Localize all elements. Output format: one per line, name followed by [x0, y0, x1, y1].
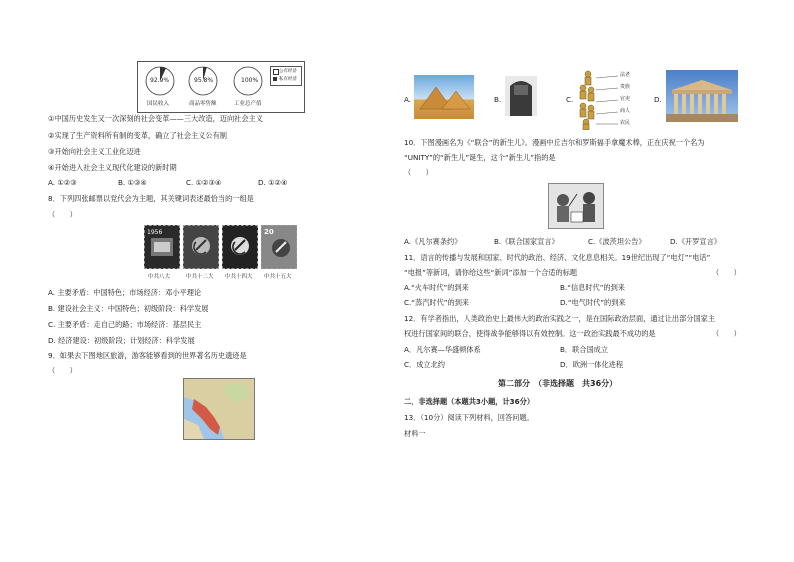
hammer-sickle-icon	[223, 226, 257, 268]
pie-value-3: 100%	[241, 77, 259, 84]
legend-label-private: 私有经济	[279, 77, 297, 82]
cartoon-image	[548, 183, 604, 229]
stamp-caption-3: 中共十四大	[225, 274, 253, 280]
q10-option-d: D.《开罗宣言》	[670, 237, 721, 246]
stamp-1-year: 1956	[147, 229, 163, 236]
q13-stem: 13．（10分）阅读下列材料，回答问题。	[404, 413, 534, 422]
stamp-4-year: 20	[264, 228, 274, 236]
q9-choice-d: D.	[654, 95, 662, 104]
q11-option-d: D.“电气时代”的到来	[560, 298, 626, 307]
q8-option-c: C. 主要矛盾：走自己的路；市场经济：基层民主	[48, 320, 202, 329]
map-figure	[183, 378, 255, 440]
pie-legend	[270, 66, 302, 86]
q12-option-d: D．欧洲一体化进程	[560, 360, 624, 369]
q8-option-d: D. 经济建设：初级阶段；计划经济：科学发展	[48, 336, 195, 345]
pie-value-2: 95.8%	[194, 77, 214, 84]
hierarchy-label-4: 商人	[620, 108, 631, 114]
q7-choice-b: B. ①③④	[118, 178, 147, 187]
pie-label-3: 工业总产值	[234, 101, 262, 107]
q12-answer-blank: （ ）	[712, 329, 741, 338]
pie-label-2: 商品零售额	[189, 101, 217, 107]
hammer-sickle-icon	[184, 226, 218, 268]
q11-option-a: A.“火车时代”的到来	[404, 283, 469, 292]
q8-option-a: A. 主要矛盾：中国特色；市场经济：邓小平理论	[48, 288, 202, 297]
q10-option-c: C.《波茨坦公告》	[588, 237, 646, 246]
q8-stem: 8．下列四张邮票以党代会为主题，其关键词表述最恰当的一组是	[48, 194, 254, 203]
stamp-caption-2: 中共十二大	[186, 274, 214, 280]
pie-label-1: 国民收入	[147, 101, 170, 107]
q11-stem-line1: 11．语言的传播与发展和国家、时代的政治、经济、文化息息相关。19世纪出现了“电灯”“电话”	[404, 253, 711, 262]
q10-answer-blank: （ ）	[404, 168, 433, 177]
stamp-2	[183, 225, 219, 269]
stamp-caption-4: 中共十五大	[264, 274, 292, 280]
q11-stem-line2: “电报”等新词，请你给这些“新词”添加一个合适的标题	[404, 268, 578, 277]
q12-option-a: A．凡尔赛—华盛顿体系	[404, 345, 481, 354]
map-graphic	[184, 379, 254, 439]
q9-stem: 9．如果去下图地区旅游，游客能够看到的世界著名历史遗迹是	[48, 351, 247, 360]
pie-value-1: 92.9%	[150, 77, 170, 84]
q11-option-c: C.“蒸汽时代”的到来	[404, 298, 470, 307]
q10-option-b: B.《联合国家宣言》	[494, 237, 559, 246]
hierarchy-label-2: 贵族	[620, 84, 631, 90]
stamp-4	[261, 225, 297, 269]
q7-statement-4: ④开始进入社会主义现代化建设的新时期	[48, 163, 177, 172]
q10-stem-line2: “UNITY”的“新生儿”诞生，这个“新生儿”指的是	[404, 153, 556, 162]
part-two-heading: 第二部分 （非选择题 共36分）	[498, 379, 618, 388]
q12-stem-line1: 12．有学者指出，人类政治史上最伟大的政治实践之一，是在国际政治层面，通过让出部分国家主	[404, 314, 716, 323]
pie-chart-figure	[137, 61, 305, 113]
q9-choice-c: C.	[566, 95, 574, 104]
legend-label-public: 公有经济	[279, 69, 297, 74]
section-two-heading: 二．非选择题（本题共3小题，计36分）	[404, 397, 535, 406]
q9-answer-blank: （ ）	[48, 366, 77, 375]
pyramids-image	[414, 75, 474, 119]
stamp-3	[222, 225, 258, 269]
q9-choice-b: B.	[494, 95, 502, 104]
q12-option-c: C．成立北约	[404, 360, 445, 369]
stamp-1	[144, 225, 180, 269]
q7-choice-c: C. ①②③④	[186, 178, 222, 187]
q7-statement-3: ③开始向社会主义工业化迈进	[48, 147, 141, 156]
q12-option-b: B．联合国成立	[560, 345, 609, 354]
q11-option-b: B.“信息时代”的到来	[560, 283, 625, 292]
parthenon-image	[666, 70, 738, 122]
social-hierarchy-image	[574, 68, 642, 130]
legend-swatch-private	[273, 77, 277, 81]
hierarchy-label-3: 官吏	[620, 96, 631, 102]
q7-choice-a: A. ①②③	[48, 178, 77, 187]
q7-statement-2: ②实现了生产资料所有制的变革，确立了社会主义公有制	[48, 131, 227, 140]
q7-choice-d: D. ①②④	[258, 178, 288, 187]
q10-stem-line1: 10．下图漫画名为《“联合”的新生儿》。漫画中丘吉尔和罗斯福手拿魔术棒，正在庆祝一个名为	[404, 138, 705, 147]
q10-option-a: A.《凡尔赛条约》	[404, 237, 462, 246]
q8-answer-blank: （ ）	[48, 210, 77, 219]
q8-option-b: B. 建设社会主义：中国特色；初级阶段：科学发展	[48, 304, 209, 313]
code-stele-image	[505, 76, 537, 116]
stamps-figure	[144, 225, 296, 283]
stamp-caption-1: 中共八大	[148, 274, 171, 280]
q12-stem-line2: 权进行国家间的联合，使得战争能够得以有效控制。这一政治实践最不成功的是	[404, 329, 656, 338]
hierarchy-label-1: 法老	[620, 72, 631, 78]
hierarchy-label-5: 农民	[620, 120, 631, 126]
material-one-label: 材料一	[404, 429, 426, 438]
q11-answer-blank: （ ）	[712, 268, 741, 277]
q7-statement-1: ①中国历史发生又一次深刻的社会变革——三大改造，迈向社会主义	[48, 114, 263, 123]
q9-choice-a: A.	[404, 95, 412, 104]
